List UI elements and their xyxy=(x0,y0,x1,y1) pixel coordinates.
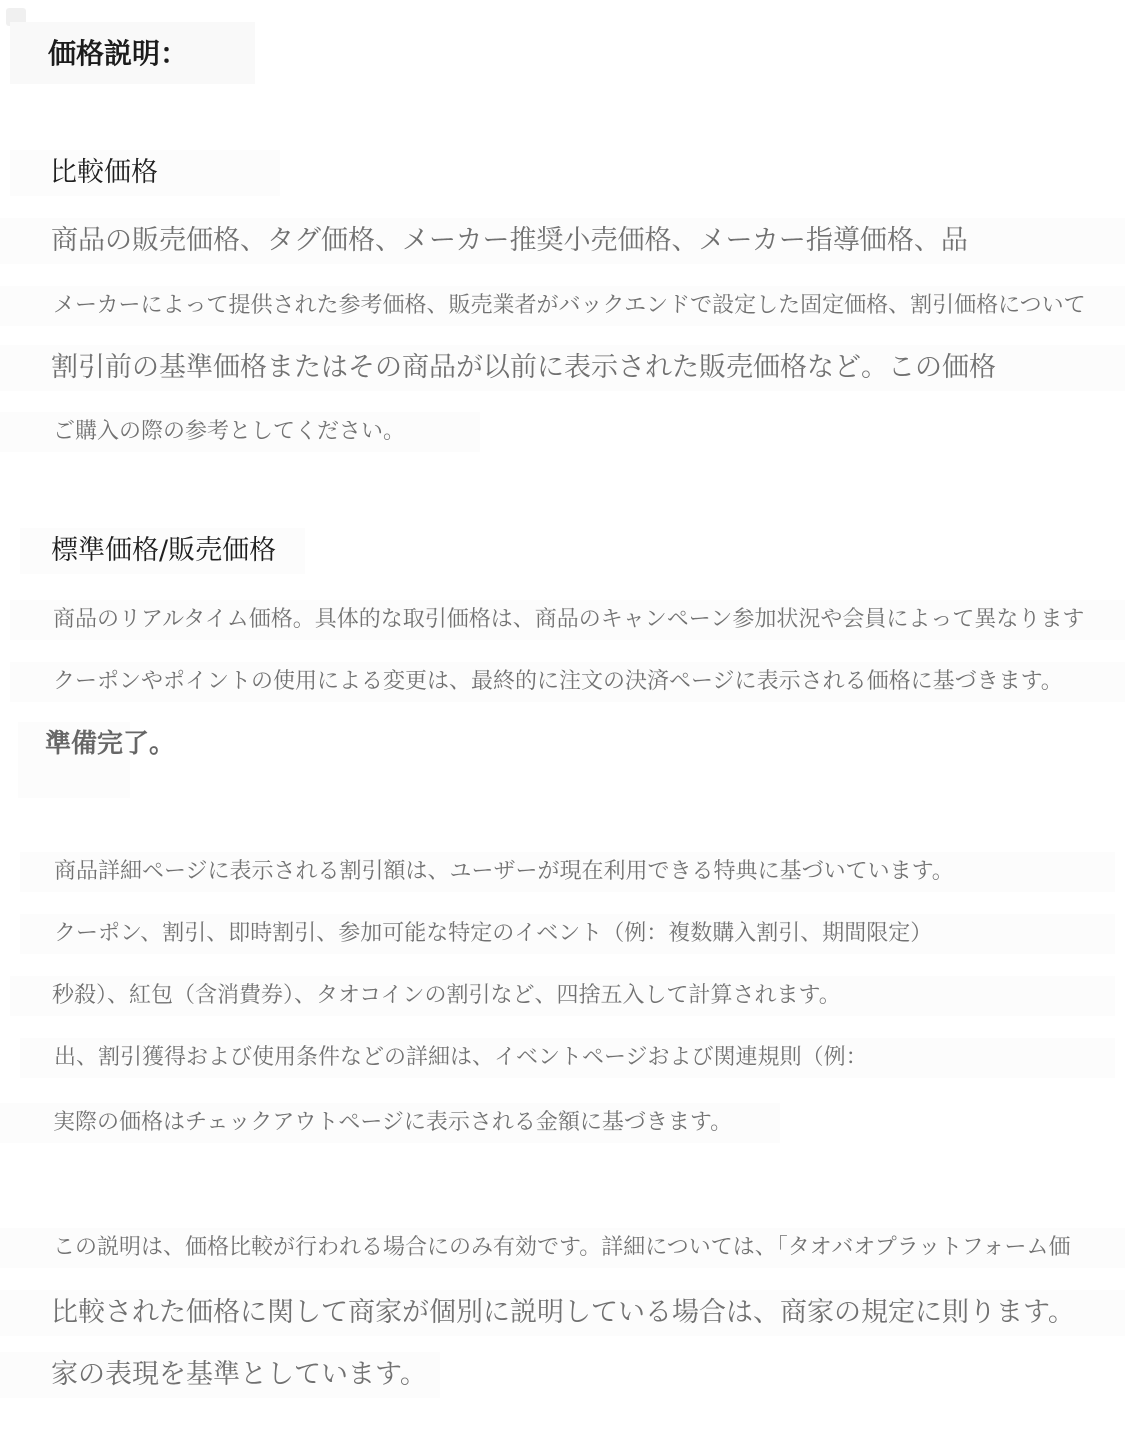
ready-text: 準備完了。 xyxy=(18,722,130,798)
page-title: 価格説明： xyxy=(10,22,255,84)
discount-line-4: 出、割引獲得および使用条件などの詳細は、イベントページおよび関連規則（例： xyxy=(20,1038,1115,1078)
discount-line-2: クーポン、割引、即時割引、参加可能な特定のイベント（例：複数購入割引、期間限定） xyxy=(20,914,1115,954)
compare-line-1: 商品の販売価格、タグ価格、メーカー推奨小売価格、メーカー指導価格、品 xyxy=(0,218,1125,264)
standard-line-2: クーポンやポイントの使用による変更は、最終的に注文の決済ページに表示される価格に基づきます。 xyxy=(10,662,1125,702)
standard-line-1: 商品のリアルタイム価格。具体的な取引価格は、商品のキャンペーン参加状況や会員によって異なります xyxy=(10,600,1125,640)
note-line-3: 家の表現を基準としています。 xyxy=(0,1352,440,1398)
compare-line-4: ご購入の際の参考としてください。 xyxy=(0,412,480,452)
standard-heading: 標準価格/販売価格 xyxy=(20,528,305,574)
discount-line-5: 実際の価格はチェックアウトページに表示される金額に基づきます。 xyxy=(0,1103,780,1143)
discount-line-3: 秒殺）、紅包（含消費券）、タオコインの割引など、四捨五入して計算されます。 xyxy=(10,976,1115,1016)
note-line-1: この説明は、価格比較が行われる場合にのみ有効です。詳細については、「タオバオプラットフォーム価 xyxy=(0,1228,1125,1268)
compare-heading: 比較価格 xyxy=(10,150,280,196)
compare-line-3: 割引前の基準価格またはその商品が以前に表示された販売価格など。この価格 xyxy=(0,345,1125,391)
discount-line-1: 商品詳細ページに表示される割引額は、ユーザーが現在利用できる特典に基づいています。 xyxy=(20,852,1115,892)
note-line-2: 比較された価格に関して商家が個別に説明している場合は、商家の規定に則ります。 xyxy=(0,1290,1125,1336)
compare-line-2: メーカーによって提供された参考価格、販売業者がバックエンドで設定した固定価格、割引価格について xyxy=(0,286,1125,326)
